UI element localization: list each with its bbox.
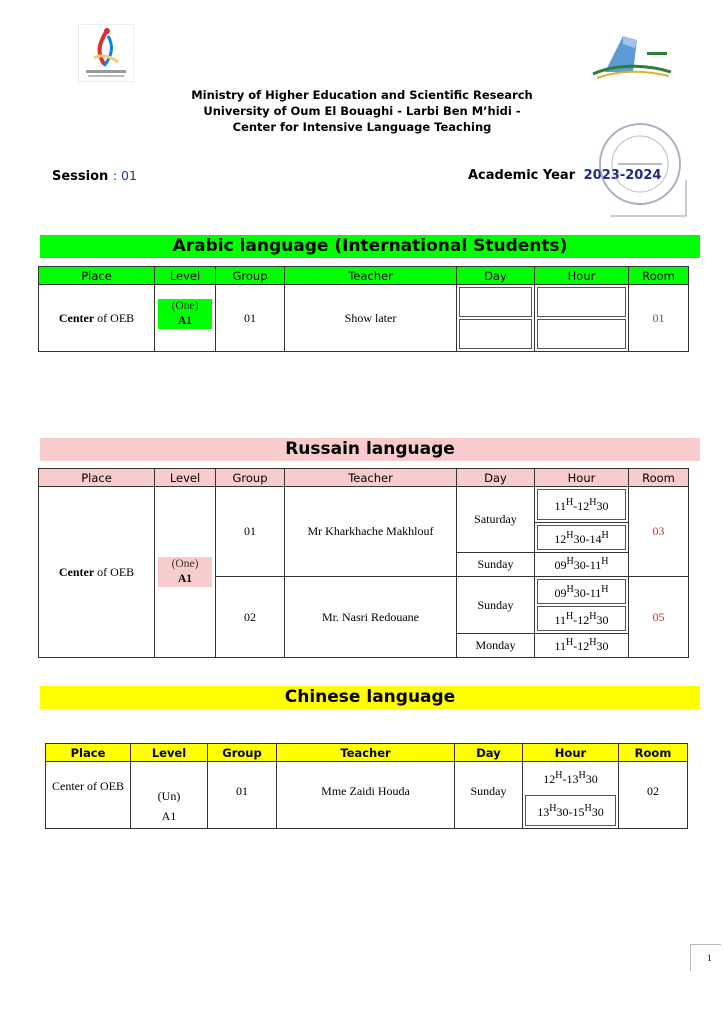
col-place: Place xyxy=(46,744,131,762)
col-room: Room xyxy=(629,267,689,285)
col-level: Level xyxy=(131,744,208,762)
col-group: Group xyxy=(208,744,277,762)
hour-cell: $12^H-13^H30$ $13^H30-15^H30$ xyxy=(523,762,619,829)
center-title: Center for Intensive Language Teaching xyxy=(232,120,492,134)
teacher-cell: Show later xyxy=(285,285,457,352)
col-group: Group xyxy=(216,267,285,285)
room-cell: 01 xyxy=(629,285,689,352)
official-stamp xyxy=(590,120,690,220)
chinese-schedule-table xyxy=(45,743,688,829)
col-level: Level xyxy=(155,267,216,285)
col-teacher: Teacher xyxy=(277,744,455,762)
room-cell: 05 xyxy=(629,577,689,658)
level-cell: (One) A1 xyxy=(155,487,216,658)
col-day: Day xyxy=(457,469,535,487)
room-cell: 03 xyxy=(629,487,689,577)
col-room: Room xyxy=(629,469,689,487)
place-cell: Center of OEB xyxy=(46,762,131,829)
university-logo xyxy=(585,28,675,80)
teacher-cell: Mr Kharkhache Makhlouf xyxy=(285,487,457,577)
russian-schedule-table xyxy=(38,468,689,658)
level-cell: (One) A1 xyxy=(155,285,216,352)
hour-cell: $09^H30-11^H$ $11^H-12^H30$ xyxy=(535,577,629,634)
center-logo xyxy=(78,24,134,82)
session-value: : 01 xyxy=(112,168,137,183)
level-cell: (Un) A1 xyxy=(131,762,208,829)
group-cell: 01 xyxy=(208,762,277,829)
col-teacher: Teacher xyxy=(285,267,457,285)
day-cell: Monday xyxy=(457,634,535,658)
page-number-box xyxy=(690,944,721,971)
col-level: Level xyxy=(155,469,216,487)
col-hour: Hour xyxy=(535,267,629,285)
hour-cell: $12^H30-14^H$ xyxy=(535,523,629,553)
col-room: Room xyxy=(619,744,688,762)
day-cell: Saturday xyxy=(457,487,535,553)
arabic-schedule-table xyxy=(38,266,689,352)
academic-year-value: 2023-2024 xyxy=(583,168,662,183)
chinese-section-title: Chinese language xyxy=(40,686,700,709)
session-line xyxy=(52,168,137,184)
teacher-cell: Mr. Nasri Redouane xyxy=(285,577,457,658)
col-place: Place xyxy=(39,469,155,487)
col-group: Group xyxy=(216,469,285,487)
day-cell: Sunday xyxy=(457,553,535,577)
ministry-title: Ministry of Higher Education and Scientific Research xyxy=(191,88,533,102)
hour-cell: $11^H-12^H30$ xyxy=(535,634,629,658)
col-hour: Hour xyxy=(535,469,629,487)
col-place: Place xyxy=(39,267,155,285)
russian-section-title: Russain language xyxy=(40,438,700,461)
hour-cell xyxy=(535,285,629,352)
room-cell: 02 xyxy=(619,762,688,829)
col-hour: Hour xyxy=(523,744,619,762)
session-label: Session xyxy=(52,169,109,184)
group-cell: 02 xyxy=(216,577,285,658)
col-teacher: Teacher xyxy=(285,469,457,487)
teacher-cell: Mme Zaidi Houda xyxy=(277,762,455,829)
hour-cell: $09^H30-11^H$ xyxy=(535,553,629,577)
university-title: University of Oum El Bouaghi - Larbi Ben M’hidi - xyxy=(203,104,521,118)
col-day: Day xyxy=(457,267,535,285)
group-cell: 01 xyxy=(216,285,285,352)
place-cell: Center of OEB xyxy=(39,285,155,352)
academic-year-label: Academic Year xyxy=(468,168,576,183)
place-cell: Center of OEB xyxy=(39,487,155,658)
arabic-section-title: Arabic language (International Students) xyxy=(40,235,700,258)
day-cell: Sunday xyxy=(455,762,523,829)
page-number: 1 xyxy=(707,953,712,963)
hour-cell: $11^H-12^H30$ xyxy=(535,487,629,523)
col-day: Day xyxy=(455,744,523,762)
group-cell: 01 xyxy=(216,487,285,577)
day-cell: Sunday xyxy=(457,577,535,634)
day-cell xyxy=(457,285,535,352)
